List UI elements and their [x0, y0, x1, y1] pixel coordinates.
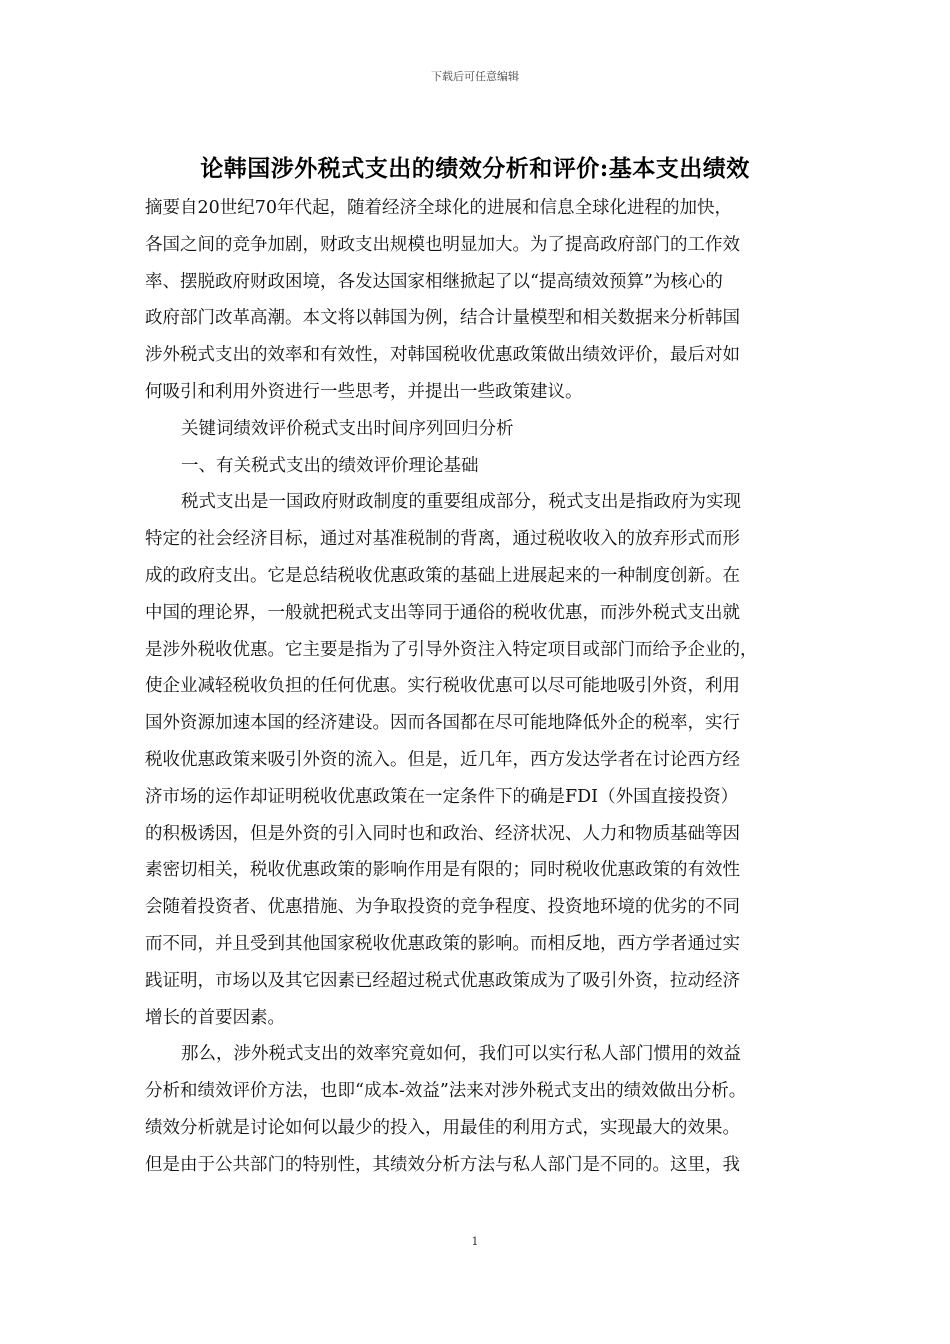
- section-heading: 一、有关税式支出的绩效评价理论基础: [181, 455, 479, 476]
- paragraph-line: 税式支出是一国政府财政制度的重要组成部分，税式支出是指政府为实现: [181, 492, 741, 513]
- abstract-line: 各国之间的竞争加剧，财政支出规模也明显加大。为了提高政府部门的工作效: [145, 234, 740, 255]
- abstract-line: 涉外税式支出的效率和有效性，对韩国税收优惠政策做出绩效评价，最后对如: [145, 345, 740, 366]
- keywords-line: 关键词绩效评价税式支出时间序列回归分析: [181, 418, 514, 439]
- paragraph-line: 绩效分析就是讨论如何以最少的投入，用最佳的利用方式，实现最大的效果。: [145, 1117, 740, 1138]
- abstract-line: 何吸引和利用外资进行一些思考，并提出一些政策建议。: [145, 381, 583, 402]
- paragraph-line: 但是由于公共部门的特别性，其绩效分析方法与私人部门是不同的。这里，我: [145, 1154, 740, 1175]
- paragraph-line: 的积极诱因，但是外资的引入同时也和政治、经济状况、人力和物质基础等因: [145, 823, 740, 844]
- page-header-note: 下载后可任意编辑: [431, 70, 519, 83]
- abstract-line: 摘要自20世纪70年代起，随着经济全球化的进展和信息全球化进程的加快，: [145, 198, 733, 218]
- paragraph-line: 增长的首要因素。: [145, 1007, 285, 1028]
- paragraph-line: 国外资源加速本国的经济建设。因而各国都在尽可能地降低外企的税率，实行: [145, 713, 740, 734]
- abstract-line: 政府部门改革高潮。本文将以韩国为例，结合计量模型和相关数据来分析韩国: [145, 308, 740, 329]
- document-body: [145, 190, 810, 1184]
- paragraph-line: 素密切相关，税收优惠政策的影响作用是有限的；同时税收优惠政策的有效性: [145, 860, 740, 881]
- page-number: 1: [471, 1235, 479, 1248]
- paragraph-line: 那么，涉外税式支出的效率究竟如何，我们可以实行私人部门惯用的效益: [181, 1044, 741, 1065]
- document-title: 论韩国涉外税式支出的绩效分析和评价:基本支出绩效: [200, 155, 750, 182]
- paragraph-line: 是涉外税收优惠。它主要是指为了引导外资注入特定项目或部门而给予企业的，: [145, 639, 758, 660]
- paragraph-line: 践证明，市场以及其它因素已经超过税式优惠政策成为了吸引外资，拉动经济: [145, 970, 740, 991]
- paragraph-line: 而不同，并且受到其他国家税收优惠政策的影响。而相反地，西方学者通过实: [145, 933, 740, 954]
- paragraph-line: 成的政府支出。它是总结税收优惠政策的基础上进展起来的一种制度创新。在: [145, 565, 740, 586]
- paragraph-line: 特定的社会经济目标，通过对基准税制的背离，通过税收收入的放弃形式而形: [145, 529, 740, 550]
- abstract-line: 率、摆脱政府财政困境，各发达国家相继掀起了以“提高绩效预算”为核心的: [145, 271, 723, 292]
- paragraph-line: 中国的理论界，一般就把税式支出等同于通俗的税收优惠，而涉外税式支出就: [145, 602, 740, 623]
- paragraph-line: 会随着投资者、优惠措施、为争取投资的竞争程度、投资地环境的优劣的不同: [145, 897, 740, 918]
- paragraph-line: 税收优惠政策来吸引外资的流入。但是，近几年，西方发达学者在讨论西方经: [145, 749, 740, 770]
- paragraph-line: 济市场的运作却证明税收优惠政策在一定条件下的确是FDI（外国直接投资）: [145, 786, 739, 807]
- paragraph-line: 分析和绩效评价方法，也即“成本-效益”法来对涉外税式支出的绩效做出分析。: [145, 1081, 747, 1102]
- paragraph-line: 使企业减轻税收负担的任何优惠。实行税收优惠可以尽可能地吸引外资，利用: [145, 676, 740, 697]
